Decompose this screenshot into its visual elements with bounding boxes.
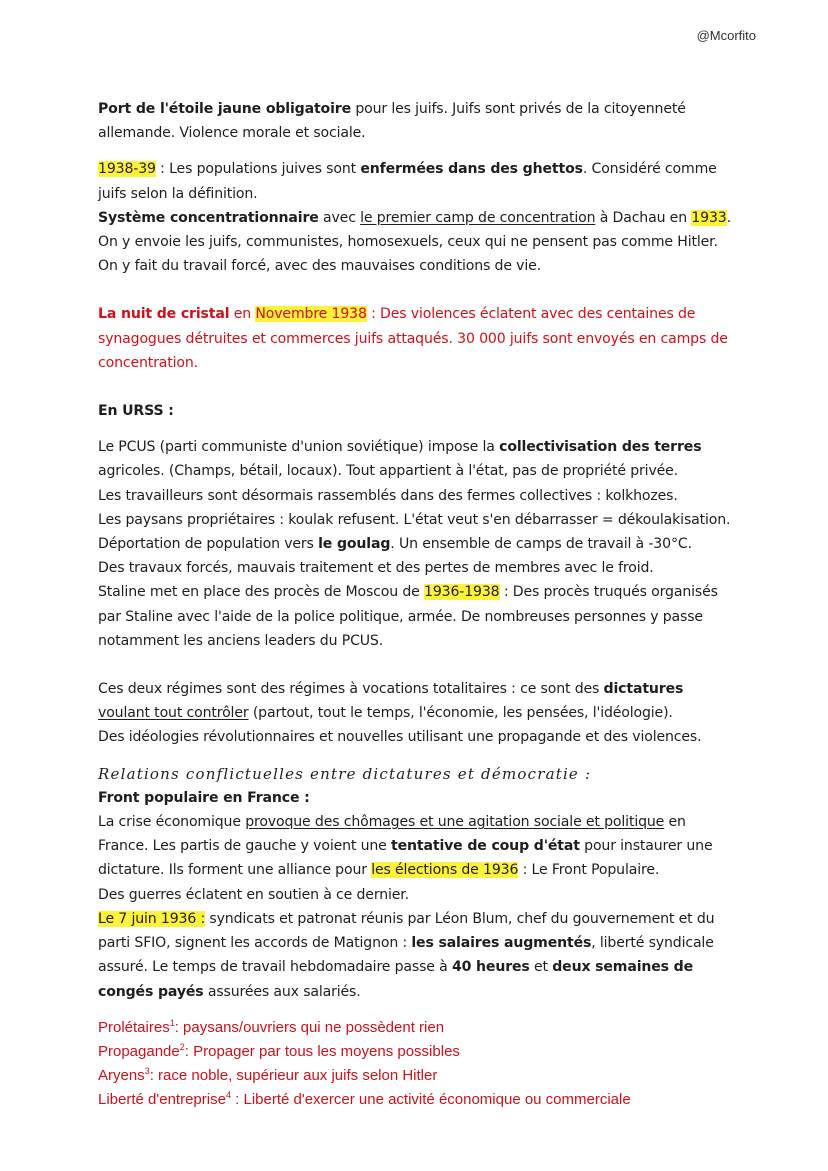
definition-text: : Liberté d'exercer une activité économique ou commerciale <box>230 1091 631 1109</box>
author-handle: @Mcorfito <box>696 28 756 43</box>
text-span: : Des violences éclatent avec des centaines de synagogues détruites et commerces juifs attaqués. 30 000 juifs sont envoyés en camps de concentration. <box>98 306 728 371</box>
text-span: Le PCUS (parti communiste d'union soviétique) impose la <box>98 439 500 456</box>
definition-term: Prolétaires <box>98 1018 170 1036</box>
paragraph-goulag <box>98 532 738 556</box>
text-span: à Dachau en <box>595 209 692 226</box>
text-span: syndicats et patronat réunis par Léon Blum, chef du gouvernement et du parti SFIO, signent les accords de Matignon : <box>98 910 715 952</box>
underlined-phrase: le premier camp de concentration <box>360 209 596 226</box>
definition-text: : Propager par tous les moyens possibles <box>184 1042 460 1060</box>
notes-content <box>98 97 738 1113</box>
highlight-date: Le 7 juin 1936 : <box>98 910 206 927</box>
underlined-phrase: provoque des chômages et une agitation sociale et politique <box>245 814 665 831</box>
text-span: (partout, tout le temps, l'économie, les pensées, l'idéologie). <box>248 705 673 722</box>
text-span: et <box>529 959 553 976</box>
section-heading-relations: Relations conflictuelles entre dictatures et démocratie : <box>98 764 592 783</box>
paragraph-concentration <box>98 206 738 230</box>
text-span: : Des procès truqués organisés par Staline avec l'aide de la police politique, armée. De nombreuses personnes y passe notamment les anciens leaders du PCUS. <box>98 584 718 649</box>
paragraph-line: On y envoie les juifs, communistes, homosexuels, ceux qui ne pensent pas comme Hitler. <box>98 234 718 251</box>
highlight-date: 1938-39 <box>98 161 156 178</box>
footnote-number: 2 <box>179 1041 185 1052</box>
paragraph-front-populaire <box>98 810 738 883</box>
footnote-number: 4 <box>225 1090 231 1101</box>
section-title-urss <box>98 399 738 423</box>
text-span: Ces deux régimes sont des régimes à vocations totalitaires : ce sont des <box>98 681 604 698</box>
paragraph-kristallnacht <box>98 302 738 375</box>
paragraph-collectivisation <box>98 435 738 483</box>
paragraph-line: Des guerres éclatent en soutien à ce dernier. <box>98 886 409 903</box>
definition-item <box>98 1088 738 1112</box>
bold-phrase: les salaires augmentés <box>411 935 592 952</box>
paragraph-moscow-trials <box>98 580 738 653</box>
paragraph-line: Les paysans propriétaires : koulak refusent. L'état veut s'en débarrasser = dékoulakisation. <box>98 511 731 528</box>
text-span: assurées aux salariés. <box>203 983 361 1000</box>
text-span: : Les populations juives sont <box>155 161 361 178</box>
paragraph-totalitarian <box>98 677 738 725</box>
definition-term: Propagande <box>98 1042 180 1060</box>
highlight-date: les élections de 1936 <box>371 862 519 879</box>
bold-phrase: Système concentrationnaire <box>98 209 319 226</box>
bold-phrase: tentative de coup d'état <box>391 838 580 855</box>
text-span: en France. Les partis de gauche y voient une <box>98 814 686 855</box>
paragraph-line: On y fait du travail forcé, avec des mauvaises conditions de vie. <box>98 258 541 275</box>
text-span: agricoles. (Champs, bétail, locaux). Tout appartient à l'état, pas de propriété privée. <box>98 463 679 480</box>
bold-phrase: En URSS : <box>98 403 174 420</box>
definition-text: : race noble, supérieur aux juifs selon Hitler <box>149 1067 438 1085</box>
highlight-date: Novembre 1938 <box>255 306 367 323</box>
footnote-number: 1 <box>169 1017 175 1028</box>
bold-phrase: La nuit de cristal <box>98 306 230 323</box>
paragraph-line: Les travailleurs sont désormais rassemblés dans des fermes collectives : kolkhozes. <box>98 487 678 504</box>
text-span: . Considéré comme juifs selon la définition. <box>98 161 717 202</box>
paragraph-line: Des idéologies révolutionnaires et nouvelles utilisant une propagande et des violences. <box>98 729 702 746</box>
definition-item <box>98 1040 738 1064</box>
bold-phrase: 40 heures <box>451 959 530 976</box>
text-span: en <box>229 306 256 323</box>
paragraph-line: Des travaux forcés, mauvais traitement et des pertes de membres avec le froid. <box>98 560 654 577</box>
definition-item <box>98 1064 738 1088</box>
text-span: Déportation de population vers <box>98 536 319 553</box>
underlined-phrase: voulant tout contrôler <box>98 705 249 722</box>
definition-term: Liberté d'entreprise <box>98 1091 226 1109</box>
text-span: Staline met en place des procès de Moscou de <box>98 584 425 601</box>
bold-phrase: deux semaines de congés payés <box>98 959 694 1000</box>
text-span: : Le Front Populaire. <box>518 862 660 879</box>
paragraph-matignon <box>98 907 738 1004</box>
highlight-date: 1936-1938 <box>424 584 500 601</box>
definitions-list <box>98 1016 738 1113</box>
bold-phrase: dictatures <box>603 681 684 698</box>
bold-phrase: enfermées dans des ghettos <box>360 161 583 178</box>
bold-phrase: Front populaire en France : <box>98 789 310 806</box>
definition-term: Aryens <box>98 1067 145 1085</box>
text-span: pour instaurer une dictature. Ils forment une alliance pour <box>98 838 713 879</box>
definition-item <box>98 1016 738 1040</box>
bold-phrase: collectivisation des terres <box>499 439 702 456</box>
text-span: pour les juifs. Juifs sont privés de la citoyenneté allemande. Violence morale et sociale. <box>98 101 686 142</box>
text-span: . <box>726 209 731 226</box>
text-span: La crise économique <box>98 814 246 831</box>
section-title-front <box>98 786 738 810</box>
bold-phrase: Port de l'étoile jaune obligatoire <box>98 101 351 117</box>
text-span: avec <box>318 209 361 226</box>
text-span: , liberté syndicale assuré. Le temps de travail hebdomadaire passe à <box>98 935 714 976</box>
highlight-date: 1933 <box>691 209 727 226</box>
definition-text: : paysans/ouvriers qui ne possèdent rien <box>174 1018 445 1036</box>
text-span: . Un ensemble de camps de travail à -30°C. <box>390 536 692 553</box>
paragraph-yellow-star <box>98 97 738 145</box>
bold-phrase: le goulag <box>318 536 391 553</box>
paragraph-ghettos <box>98 157 738 205</box>
footnote-number: 3 <box>144 1066 150 1077</box>
